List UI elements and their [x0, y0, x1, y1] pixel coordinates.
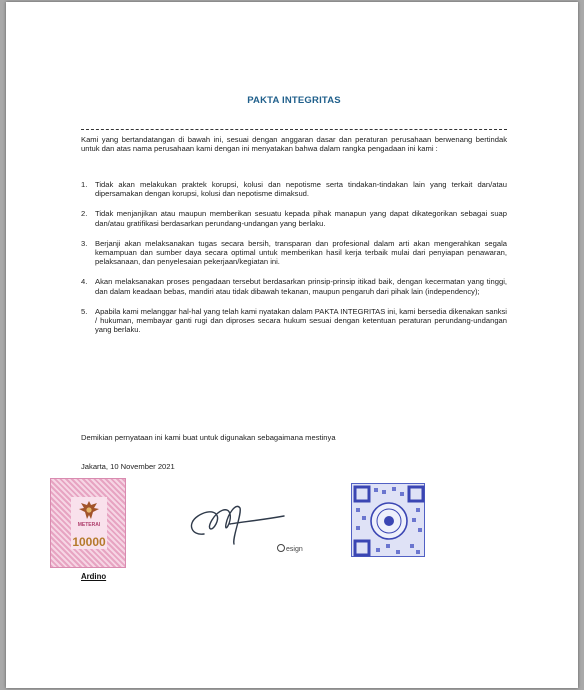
document-title: PAKTA INTEGRITAS: [247, 95, 341, 106]
list-item: 3. Berjanji akan melaksanakan tugas secara bersih, transparan dan profesional dalam arti akan mengerahkan segala kemampuan dan sumber daya secara optimal untuk memberikan hasil kerja terbaik mulai dari penyiapan penawaran, pelaksanaan, dan penyelesaian pekerjaan/kegiatan ini.: [81, 238, 507, 267]
list-item: 5. Apabila kami melanggar hal-hal yang telah kami nyatakan dalam PAKTA INTEGRITAS ini, kami bersedia dikenakan sanksi / hukuman, membayar ganti rugi dan diproses secara hukum sesuai dengan ketentuan peraturan perundang-undangan yang berlaku.: [81, 306, 507, 335]
meterai-stamp: [50, 478, 126, 568]
company-qr-seal: [351, 483, 425, 557]
commitment-list: [81, 180, 507, 345]
signer-name: Ardino: [81, 572, 107, 581]
stamp-label: METERAI: [77, 522, 101, 528]
qr-pattern-icon: [352, 484, 426, 558]
garuda-icon: [77, 499, 101, 521]
intro-paragraph: Kami yang bertandatangan di bawah ini, sesuai dengan anggaran dasar dan peraturan perusahaan berwenang bertindak untuk dan atas nama perusahaan kami dengan ini menyatakan bahwa dalam rangka pengadaan ini kami :: [81, 135, 507, 154]
esign-mark: esign: [277, 544, 303, 553]
handwritten-signature: [182, 494, 286, 550]
stamp-value: 10000: [72, 535, 106, 549]
closing-statement: Demikian pernyataan ini kami buat untuk digunakan sebagaimana mestinya: [81, 433, 336, 442]
title-divider: [81, 129, 507, 130]
list-item: 2. Tidak menjanjikan atau maupun memberikan sesuatu kepada pihak manapun yang dapat dikategorikan sebagai suap dan/atau gratifikasi berdasarkan perundang-undangan yang berlaku.: [81, 209, 507, 228]
list-item: 4. Akan melaksanakan proses pengadaan tersebut berdasarkan prinsip-prinsip itikad baik, dengan kecermatan yang tinggi, dan dalam keadaan bebas, mandiri atau tidak dibawah tekanan, maupun pengaruh dari pihak lain (independency);: [81, 277, 507, 296]
document-page: [6, 2, 578, 688]
esign-icon: [277, 544, 285, 552]
place-date: Jakarta, 10 November 2021: [81, 462, 175, 471]
list-item: 1. Tidak akan melakukan praktek korupsi, kolusi dan nepotisme serta tindakan-tindakan lain yang terkait dan/atau dipersamakan dengan korupsi, kolusi dan nepotisme dimaksud.: [81, 180, 507, 199]
